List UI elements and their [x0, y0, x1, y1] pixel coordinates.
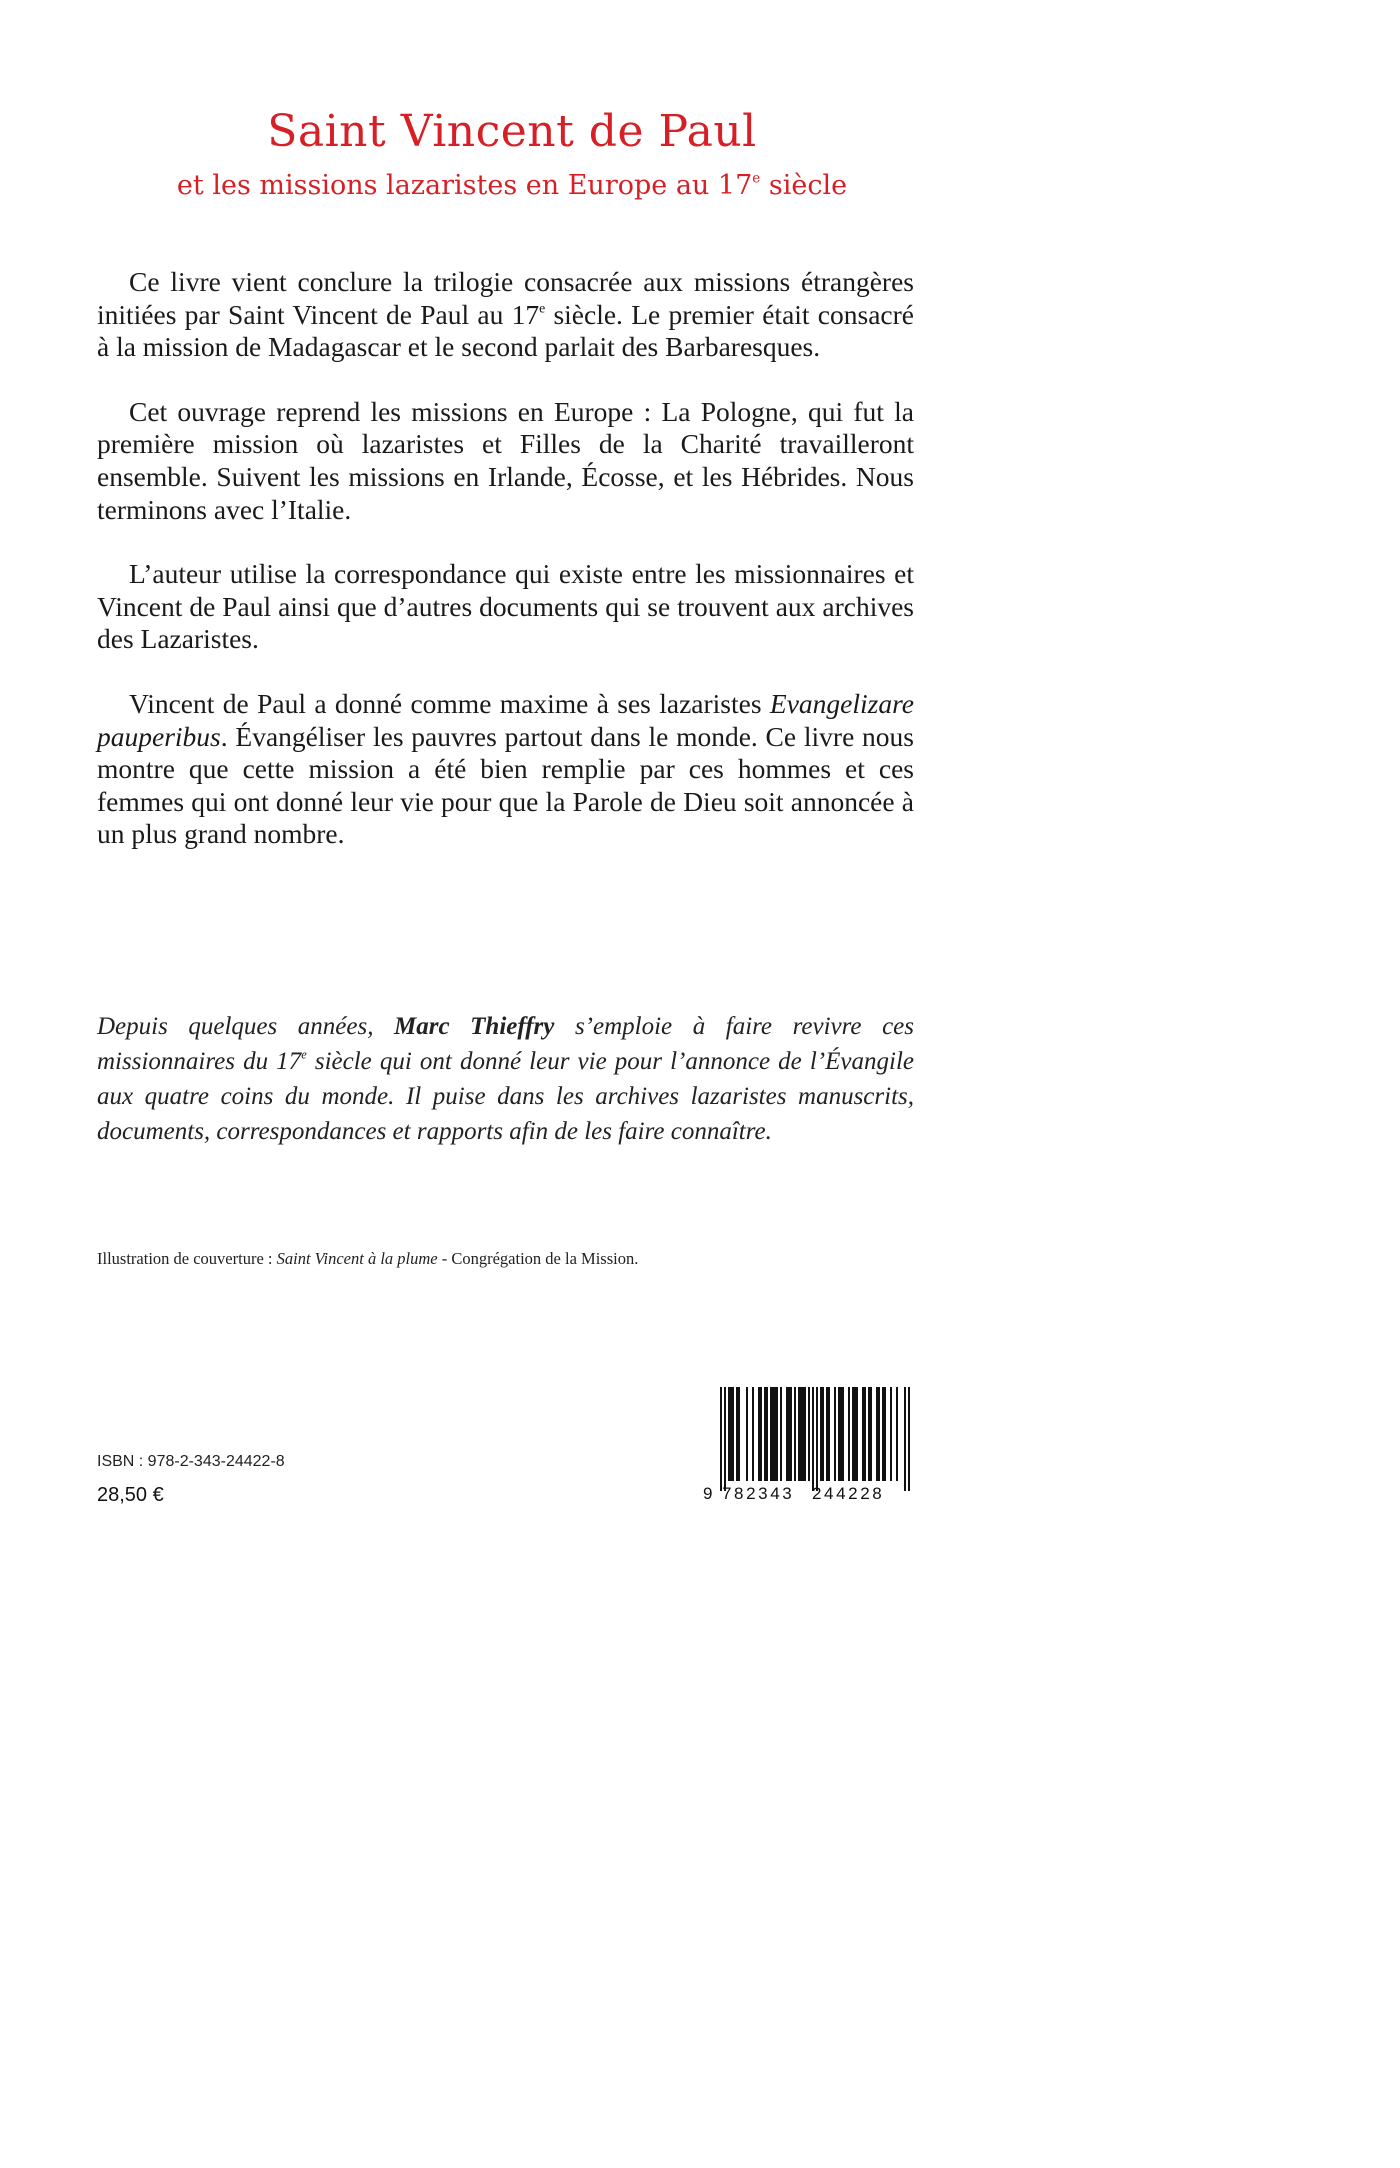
barcode-bar: [868, 1387, 870, 1481]
barcode-icon: [702, 1385, 918, 1503]
barcode-bar: [774, 1387, 776, 1481]
credit-rest: - Congrégation de la Mission.: [437, 1249, 639, 1268]
blurb-paragraph-4: [97, 688, 914, 851]
barcode-bar: [876, 1387, 878, 1481]
barcode-bar: [884, 1387, 886, 1481]
blurb-paragraph-1: [97, 266, 914, 364]
barcode-bar: [890, 1387, 892, 1481]
barcode-bar: [896, 1387, 898, 1481]
barcode-bar: [732, 1387, 734, 1481]
barcode-bar: [766, 1387, 768, 1481]
barcode-bar: [856, 1387, 858, 1481]
barcode-bar: [848, 1387, 850, 1481]
barcode-bar: [760, 1387, 762, 1481]
barcode-bar: [730, 1387, 732, 1481]
barcode-bar: [864, 1387, 866, 1481]
barcode-bar: [804, 1387, 806, 1481]
barcode-bar: [746, 1387, 748, 1481]
author-bio-superscript: e: [301, 1047, 307, 1062]
barcode-bar: [840, 1387, 842, 1481]
author-bio-b: s’emploie à faire revivre ces missionnaires du 17: [97, 1013, 914, 1075]
p4-text-a: Vincent de Paul a donné comme maxime à ses lazaristes: [129, 687, 770, 719]
barcode-bar: [724, 1387, 726, 1491]
barcode-bar: [854, 1387, 856, 1481]
barcode-bar: [786, 1387, 788, 1481]
barcode-bar: [820, 1387, 822, 1481]
barcode-bar: [770, 1387, 772, 1481]
p1-superscript: e: [539, 299, 546, 315]
barcode-bar: [790, 1387, 792, 1481]
barcode-bar: [882, 1387, 884, 1481]
p1-text-b: siècle. Le premier était consacré à la mission de Madagascar et le second parlait des Barbaresques.: [97, 298, 914, 363]
barcode-bar: [802, 1387, 804, 1481]
barcode-bar: [828, 1387, 830, 1481]
isbn: ISBN : 978-2-343-24422-8: [97, 1453, 285, 1470]
barcode-bar: [878, 1387, 880, 1481]
barcode-bar: [798, 1387, 800, 1481]
barcode-first-digit: 9: [703, 1484, 713, 1503]
book-title: Saint Vincent de Paul: [267, 106, 757, 157]
barcode-bar: [764, 1387, 766, 1481]
author-bio-c: siècle qui ont donné leur vie pour l’annonce de l’Évangile aux quatre coins du monde. Il puise dans les archives lazaristes manuscrits, documents, correspondances et rapports afin de les faire connaître.: [97, 1048, 914, 1145]
credit-work-title: Saint Vincent à la plume: [276, 1249, 438, 1268]
barcode-bar: [788, 1387, 790, 1481]
price: 28,50 €: [97, 1484, 164, 1506]
barcode-bar: [776, 1387, 778, 1481]
barcode-bar: [908, 1387, 910, 1491]
blurb-paragraph-3: L’auteur utilise la correspondance qui existe entre les missionnaires et Vincent de Paul ainsi que d’autres documents qui se trouvent aux archives des Lazaristes.: [97, 558, 914, 655]
author-bio: [97, 1009, 914, 1149]
p4-text-b: . Évangéliser les pauvres partout dans le monde. Ce livre nous montre que cette mission a été bien remplie par ces hommes et ces femmes qui ont donné leur vie pour que la Parole de Dieu soit annoncée à un plus grand nombre.: [97, 720, 914, 850]
barcode-bar: [752, 1387, 754, 1481]
barcode-bar: [720, 1387, 722, 1491]
barcode-bar: [758, 1387, 760, 1481]
blurb-paragraph-2: Cet ouvrage reprend les missions en Europe : La Pologne, qui fut la première mission où lazaristes et Filles de la Charité travailleront ensemble. Suivent les missions en Irlande, Écosse, et les Hébrides. Nous terminons avec l’Italie.: [97, 395, 914, 525]
p1-text-a: Ce livre vient conclure la trilogie consacrée aux missions étrangères initiées par Saint Vincent de Paul au 17: [97, 266, 914, 330]
barcode-bars: [720, 1387, 910, 1491]
barcode-bar: [852, 1387, 854, 1481]
barcode-bar: [728, 1387, 730, 1481]
barcode-bar: [780, 1387, 782, 1481]
credit-label: Illustration de couverture :: [97, 1249, 277, 1268]
blurb: [97, 266, 914, 883]
barcode-bar: [812, 1387, 814, 1491]
barcode-right-digits: 244228: [812, 1484, 885, 1503]
barcode-bar: [842, 1387, 844, 1481]
barcode-left-digits: 782343: [722, 1484, 795, 1503]
barcode-bar: [794, 1387, 796, 1481]
barcode-bar: [736, 1387, 738, 1481]
subtitle-superscript: e: [752, 170, 761, 187]
barcode-bar: [800, 1387, 802, 1481]
barcode-bar: [808, 1387, 810, 1481]
barcode-bar: [738, 1387, 740, 1481]
barcode-bar: [838, 1387, 840, 1481]
barcode-bar: [826, 1387, 828, 1481]
subtitle-main: et les missions lazaristes en Europe au 17: [176, 170, 753, 201]
barcode-bar: [834, 1387, 836, 1481]
p4-latin-motto: Evangelizare pauperibus: [97, 687, 914, 752]
book-subtitle: [0, 166, 1024, 206]
barcode-bar: [816, 1387, 818, 1491]
subtitle-end: siècle: [760, 170, 848, 201]
barcode-bar: [822, 1387, 824, 1481]
barcode-bar: [904, 1387, 906, 1491]
barcode-bar: [862, 1387, 864, 1481]
author-bio-a: Depuis quelques années,: [97, 1013, 395, 1040]
barcode-bar: [772, 1387, 774, 1481]
barcode-bar: [870, 1387, 872, 1481]
author-name: Marc Thieffry: [394, 1013, 555, 1040]
cover-illustration-credit: [97, 1248, 638, 1270]
